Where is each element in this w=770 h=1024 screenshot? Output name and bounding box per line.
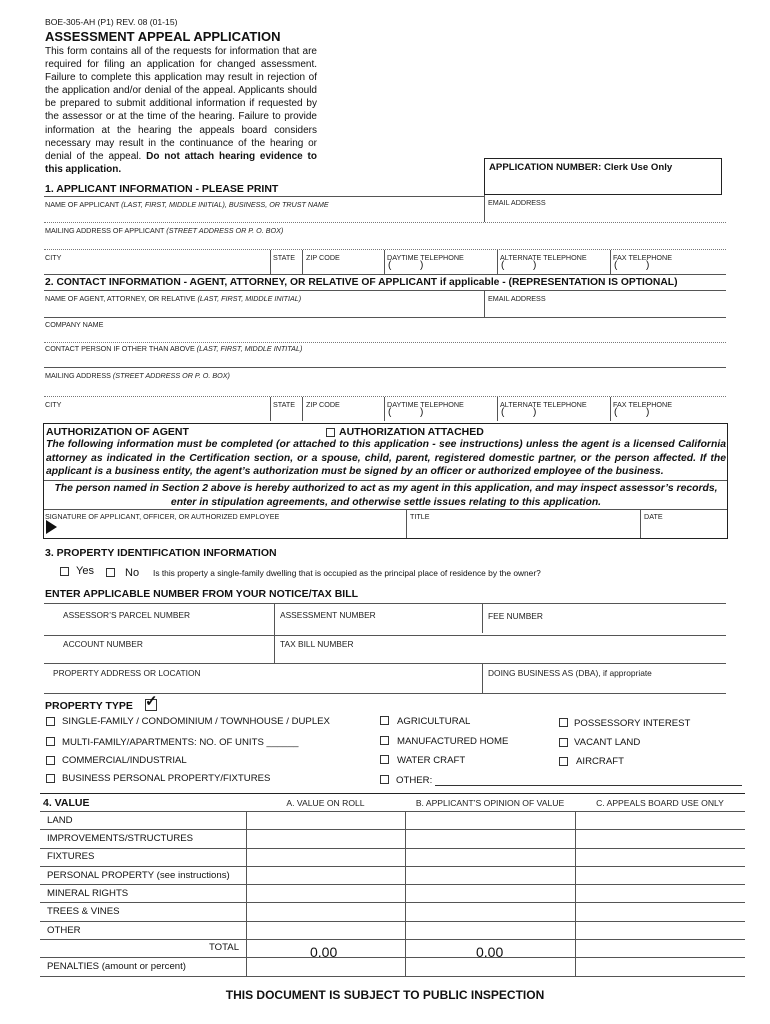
section2-heading: 2. CONTACT INFORMATION - AGENT, ATTORNEY, OR RELATIVE OF APPLICANT if applicable - (REPRESENTATION IS OPTIONAL) bbox=[45, 277, 678, 288]
divider bbox=[44, 663, 726, 664]
single-family-checkbox[interactable] bbox=[46, 717, 55, 726]
company-name-label: COMPANY NAME bbox=[45, 320, 104, 329]
divider bbox=[610, 250, 611, 274]
agent-mailing-hint: (STREET ADDRESS OR P. O. BOX) bbox=[112, 371, 230, 380]
applicant-mailing-hint: (STREET ADDRESS OR P. O. BOX) bbox=[166, 226, 284, 235]
paren: ) bbox=[533, 260, 537, 271]
parcel-number-label: ASSESSOR’S PARCEL NUMBER bbox=[63, 610, 191, 620]
penalties-label: PENALTIES (amount or percent) bbox=[47, 961, 186, 972]
authorization-date-label: DATE bbox=[644, 512, 663, 521]
agent-email-label: EMAIL ADDRESS bbox=[488, 294, 546, 303]
value-row-other: OTHER bbox=[47, 925, 81, 936]
property-address-label: PROPERTY ADDRESS OR LOCATION bbox=[53, 668, 201, 678]
application-number-box[interactable] bbox=[484, 158, 722, 195]
paren: ( bbox=[614, 260, 618, 271]
fee-number-field[interactable] bbox=[484, 620, 724, 633]
divider bbox=[482, 603, 483, 633]
paren: ( bbox=[501, 407, 505, 418]
owner-occupied-question: Is this property a single-family dwelling that is occupied as the principal place of residence by the owner? bbox=[153, 568, 541, 578]
company-name-field[interactable] bbox=[44, 328, 726, 341]
divider bbox=[44, 635, 726, 636]
agent-email-field[interactable] bbox=[486, 302, 724, 316]
vacant-land-checkbox[interactable] bbox=[559, 738, 568, 747]
authorization-date-field[interactable] bbox=[642, 520, 726, 536]
divider bbox=[484, 195, 485, 222]
applicant-name-label-text: NAME OF APPLICANT bbox=[45, 200, 120, 209]
tax-bill-number-label: TAX BILL NUMBER bbox=[280, 639, 354, 649]
paren: ( bbox=[501, 260, 505, 271]
manufactured-home-label: MANUFACTURED HOME bbox=[397, 736, 509, 747]
applicant-alternate-field[interactable] bbox=[509, 261, 531, 273]
divider bbox=[40, 976, 745, 977]
divider bbox=[384, 397, 385, 421]
agent-city-label: CITY bbox=[45, 400, 62, 409]
authorization-attached-label: AUTHORIZATION ATTACHED bbox=[339, 426, 484, 438]
footer-notice: THIS DOCUMENT IS SUBJECT TO PUBLIC INSPECTION bbox=[225, 988, 545, 1002]
applicant-name-field[interactable] bbox=[44, 207, 484, 221]
paren: ) bbox=[646, 260, 650, 271]
applicant-mailing-label-text: MAILING ADDRESS OF APPLICANT bbox=[45, 226, 165, 235]
divider bbox=[44, 509, 727, 510]
divider bbox=[44, 396, 726, 397]
value-grid-inputs[interactable] bbox=[247, 812, 744, 957]
agent-daytime-label: DAYTIME TELEPHONE bbox=[387, 400, 464, 409]
applicant-state-label: STATE bbox=[273, 253, 296, 262]
total-value-on-roll[interactable]: 0.00 bbox=[310, 944, 338, 960]
applicant-zip-label: ZIP CODE bbox=[306, 253, 340, 262]
contact-person-field[interactable] bbox=[44, 352, 726, 366]
applicant-mailing-field[interactable] bbox=[44, 234, 726, 248]
value-row-improvements: IMPROVEMENTS/STRUCTURES bbox=[47, 833, 194, 844]
application-number-label: APPLICATION NUMBER: Clerk Use Only bbox=[489, 162, 673, 173]
section4-heading: 4. VALUE bbox=[43, 797, 90, 809]
divider bbox=[40, 957, 745, 958]
divider bbox=[40, 793, 745, 794]
yes-label: Yes bbox=[76, 565, 94, 577]
divider bbox=[44, 222, 726, 223]
agent-city-field[interactable] bbox=[44, 408, 269, 420]
form-title: ASSESSMENT APPEAL APPLICATION bbox=[45, 29, 281, 44]
divider bbox=[274, 603, 275, 663]
applicant-city-field[interactable] bbox=[44, 261, 269, 273]
paren: ( bbox=[614, 407, 618, 418]
commercial-checkbox[interactable] bbox=[46, 756, 55, 765]
total-label: TOTAL bbox=[209, 942, 240, 953]
manufactured-home-checkbox[interactable] bbox=[380, 736, 389, 745]
contact-person-hint: (LAST, FIRST, MIDDLE INTITAL) bbox=[196, 344, 303, 353]
agent-alternate-label: ALTERNATE TELEPHONE bbox=[500, 400, 587, 409]
applicant-city-label: CITY bbox=[45, 253, 62, 262]
authorization-title-field[interactable] bbox=[408, 520, 638, 536]
applicant-name-hint: (LAST, FIRST, MIDDLE INITIAL), BUSINESS, OR TRUST NAME bbox=[121, 200, 329, 209]
divider bbox=[44, 274, 726, 275]
divider bbox=[44, 249, 726, 250]
check-mark-icon: ✓ bbox=[145, 693, 158, 710]
applicant-email-field[interactable] bbox=[486, 207, 724, 221]
applicant-alternate-label: ALTERNATE TELEPHONE bbox=[500, 253, 587, 262]
no-label: No bbox=[125, 567, 140, 579]
authorization-title-label: TITLE bbox=[410, 512, 430, 521]
tax-bill-number-field[interactable] bbox=[276, 648, 724, 661]
intro-bold: Do not attach hearing evidence to this application. bbox=[45, 150, 317, 175]
agent-mailing-label bbox=[45, 371, 230, 380]
agent-fax-label: FAX TELEPHONE bbox=[613, 400, 672, 409]
value-row-fixtures: FIXTURES bbox=[47, 851, 95, 862]
agent-alternate-field[interactable] bbox=[509, 408, 531, 420]
dba-field[interactable] bbox=[484, 678, 724, 692]
agent-name-label-text: NAME OF AGENT, ATTORNEY, OR RELATIVE bbox=[45, 294, 196, 303]
dba-label: DOING BUSINESS AS (DBA), if appropriate bbox=[488, 668, 652, 678]
applicant-email-label: EMAIL ADDRESS bbox=[488, 198, 546, 207]
paren: ) bbox=[420, 407, 424, 418]
enter-number-heading: ENTER APPLICABLE NUMBER FROM YOUR NOTICE/TAX BILL bbox=[45, 588, 359, 600]
value-row-trees-vines: TREES & VINES bbox=[47, 906, 120, 917]
section1-heading: 1. APPLICANT INFORMATION - PLEASE PRINT bbox=[45, 183, 279, 195]
water-craft-checkbox[interactable] bbox=[380, 755, 389, 764]
other-label: OTHER: bbox=[396, 775, 433, 786]
paren: ( bbox=[388, 407, 392, 418]
possessory-interest-label: POSSESSORY INTEREST bbox=[574, 718, 691, 729]
paren: ( bbox=[388, 260, 392, 271]
commercial-label: COMMERCIAL/INDUSTRIAL bbox=[62, 755, 187, 766]
account-number-field[interactable] bbox=[46, 648, 272, 661]
applicant-state-field[interactable] bbox=[271, 261, 301, 273]
authorization-heading: AUTHORIZATION OF AGENT bbox=[46, 426, 189, 438]
value-row-land: LAND bbox=[47, 815, 73, 826]
parcel-number-field[interactable] bbox=[46, 620, 272, 633]
assessment-number-label: ASSESSMENT NUMBER bbox=[280, 610, 376, 620]
agent-state-label: STATE bbox=[273, 400, 296, 409]
divider bbox=[44, 196, 484, 197]
paren: ) bbox=[646, 407, 650, 418]
agent-mailing-label-text: MAILING ADDRESS bbox=[45, 371, 111, 380]
agricultural-checkbox[interactable] bbox=[380, 716, 389, 725]
agent-name-field[interactable] bbox=[44, 302, 484, 316]
divider bbox=[44, 342, 726, 343]
divider bbox=[384, 250, 385, 274]
form-code: BOE-305-AH (P1) REV. 08 (01-15) bbox=[45, 17, 178, 27]
property-address-field[interactable] bbox=[46, 678, 480, 692]
multi-family-label: MULTI-FAMILY/APARTMENTS: NO. OF UNITS ______ bbox=[62, 737, 299, 748]
divider bbox=[44, 480, 727, 481]
aircraft-checkbox[interactable] bbox=[559, 757, 568, 766]
value-row-personal-property: PERSONAL PROPERTY (see instructions) bbox=[47, 870, 230, 881]
no-checkbox[interactable] bbox=[106, 568, 115, 577]
agent-fax-field[interactable] bbox=[622, 408, 644, 420]
value-on-roll-header: A. VALUE ON ROLL bbox=[286, 798, 365, 808]
divider bbox=[406, 509, 407, 538]
agricultural-label: AGRICULTURAL bbox=[397, 716, 471, 727]
applicant-fax-field[interactable] bbox=[622, 261, 644, 273]
other-field-line[interactable] bbox=[435, 785, 742, 786]
assessment-number-field[interactable] bbox=[276, 620, 480, 633]
divider bbox=[44, 317, 726, 318]
business-personal-checkbox[interactable] bbox=[46, 774, 55, 783]
divider bbox=[640, 509, 641, 538]
agent-state-field[interactable] bbox=[271, 408, 301, 420]
intro-text: This form contains all of the requests for information that are required for filing an application for changed assessment. Failure to complete this application may result in rejection of the application and/or denial of the appeal. Applicants should be prepared to submit additional information if requested by the assessor or at the time of the hearing. Failure to provide information at the hearing the appeals board considers necessary may result in the continuance of the hearing or denial of the appeal. bbox=[45, 46, 317, 162]
applicant-zip-field[interactable] bbox=[303, 261, 383, 273]
account-number-label: ACCOUNT NUMBER bbox=[63, 639, 143, 649]
agent-zip-field[interactable] bbox=[303, 408, 383, 420]
intro-paragraph bbox=[45, 45, 317, 176]
total-applicant-opinion[interactable]: 0.00 bbox=[476, 944, 504, 960]
agent-name-hint: (LAST, FIRST, MIDDLE INITIAL) bbox=[197, 294, 302, 303]
other-checkbox[interactable] bbox=[380, 775, 389, 784]
divider bbox=[484, 290, 485, 317]
water-craft-label: WATER CRAFT bbox=[397, 755, 466, 766]
possessory-interest-checkbox[interactable] bbox=[559, 718, 568, 727]
applicant-opinion-header: B. APPLICANT’S OPINION OF VALUE bbox=[415, 798, 565, 808]
vacant-land-label: VACANT LAND bbox=[574, 737, 641, 748]
divider bbox=[44, 367, 726, 368]
signature-arrow-icon bbox=[46, 520, 58, 534]
signature-label: SIGNATURE OF APPLICANT, OFFICER, OR AUTHORIZED EMPLOYEE bbox=[45, 512, 280, 521]
yes-checkbox[interactable] bbox=[60, 567, 69, 576]
divider bbox=[610, 397, 611, 421]
agent-zip-label: ZIP CODE bbox=[306, 400, 340, 409]
divider bbox=[497, 250, 498, 274]
business-personal-label: BUSINESS PERSONAL PROPERTY/FIXTURES bbox=[62, 773, 271, 784]
section3-heading: 3. PROPERTY IDENTIFICATION INFORMATION bbox=[45, 547, 277, 559]
single-family-label: SINGLE-FAMILY / CONDOMINIUM / TOWNHOUSE / DUPLEX bbox=[62, 716, 330, 727]
divider bbox=[44, 290, 726, 291]
contact-person-label-text: CONTACT PERSON IF OTHER THAN ABOVE bbox=[45, 344, 195, 353]
applicant-daytime-label: DAYTIME TELEPHONE bbox=[387, 253, 464, 262]
aircraft-label: AIRCRAFT bbox=[576, 756, 624, 767]
property-type-heading: PROPERTY TYPE bbox=[45, 700, 133, 712]
authorization-instructions: The following information must be completed (or attached to this application - see instructions) unless the agent is a licensed California attorney as indicated in the Certification section, or a spouse, child, parent, registered domestic partner, or the person affected. If the applicant is a business entity, the agent’s authorization must be signed by an officer or authorized employee of the business. bbox=[46, 439, 726, 478]
multi-family-checkbox[interactable] bbox=[46, 737, 55, 746]
agent-daytime-field[interactable] bbox=[396, 408, 418, 420]
agent-mailing-field[interactable] bbox=[44, 380, 726, 394]
authorization-statement: The person named in Section 2 above is hereby authorized to act as my agent in this application, and may inspect assessor’s records, enter in stipulation agreements, and otherwise settle issues relating to this application. bbox=[54, 483, 718, 508]
applicant-fax-label: FAX TELEPHONE bbox=[613, 253, 672, 262]
applicant-daytime-field[interactable] bbox=[396, 261, 418, 273]
divider bbox=[497, 397, 498, 421]
paren: ) bbox=[533, 407, 537, 418]
divider bbox=[482, 663, 483, 693]
paren: ) bbox=[420, 260, 424, 271]
authorization-attached-checkbox[interactable] bbox=[326, 428, 335, 437]
appeals-board-header: C. APPEALS BOARD USE ONLY bbox=[596, 798, 724, 808]
divider bbox=[44, 603, 726, 604]
fee-number-label: FEE NUMBER bbox=[488, 611, 543, 621]
signature-field[interactable] bbox=[60, 520, 404, 536]
value-row-mineral-rights: MINERAL RIGHTS bbox=[47, 888, 129, 899]
